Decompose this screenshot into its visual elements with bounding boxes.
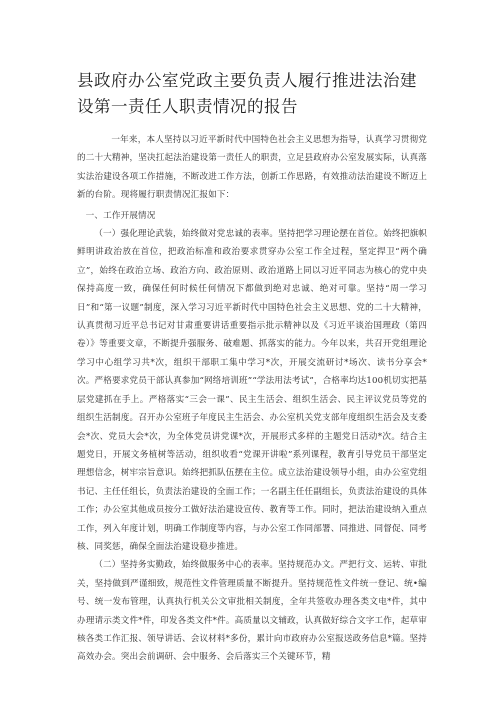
document-body — [77, 131, 427, 667]
section-heading: 一、工作开展情况 — [85, 210, 156, 221]
body-paragraph-1: （一）强化理论武装，始终做对党忠诚的表率。坚持把学习理论摆在首位。始终把旗帜鲜明讲政治放在首位，把政治标准和政治要求贯穿办公室工作全过程，坚定捍卫“两个确立”，始终在政治立场、政治方向、政治原则、政治道路上同以习近平同志为核心的党中央保持高度一致，确保任何时候任何情况下都做到绝对忠诚、绝对可靠。坚持“周一学习日”和“第一议题”制度，深入学习习近平新时代中国特色社会主义思想、党的二十大精神，认真贯彻习近平总书记对甘肃重要讲话重要指示批示精神以及《习近平谈治国理政（第四卷）》等重要文章，不断提升强服务、破难题、抓落实的能力。今年以来，共召开党组理论学习中心组学习共*次，组织干部职工集中学习*次，开展交流研讨*场次、读书分享会*次。严格要求党员干部认真参加“网络培训班”“学法用法考试”，合格率均达100机切实把基层党建抓在手上。严格落实“三会一课”、民主生活会、组织生活会、民主评议党员等党的组织生活制度。召开办公室班子年度民主生活会、办公室机关党支部年度组织生活会及支委会*次、党员大会*次，为全体党员讲党课*次，开展形式多样的主题党日活动*次。结合主题党日，开展文务植树等活动，组织收看“党课开讲啦”系列课程，教育引导党员干部坚定理想信念，树牢宗旨意识。始终把抓队伍摆在主位。成立法治建设领导小组，由办公室党组书记、主任任组长，负责法治建设的全面工作；一名副主任任副组长，负责法治建设的具体工作；办公室其他成员按分工做好法治建设宣传、教育等工作。同时，把法治建设纳入重点工作，列入年度计划，明确工作制度等内容，与办公室工作同部署、同推进、同督促、同考核、同奖惩，确保全面法治建设稳步推进。 — [77, 229, 427, 552]
body-paragraph-2: （二）坚持务实勤政，始终做服务中心的表率。坚持规范办文。严把行文、运转、审批关，坚持做到严谨细致，规范性文件管理质量不断提升。坚持规范性文件统一登记、统•编号、统一发布管理，认真执行机关公文审批相关制度，全年共签收办理各类文电*件，其中办理请示类文件*件，印发各类文件*件。高质量以文辅政，认真做好综合文字工作，起草审核各类工作汇报、领导讲话、会议材料*多份，累计向市政府办公室报送政务信息*篇。坚持高效办会。突出会前调研、会中服务、会后落实三个关键环节，精 — [77, 560, 427, 663]
intro-paragraph: 一年来，本人坚持以习近平新时代中国特色社会主义思想为指导，认真学习贯彻党的二十大精神，坚决扛起法治建设第一责任人的职责，立足县政府办公室发展实际，认真落实法治建设各项工作措施，不断改进工作方法，创新工作思路，有效推动法治建设不断迈上新的台阶。现将履行职责情况汇报如下： — [77, 135, 427, 201]
document-title: 县政府办公室党政主要负责人履行推进法治建设第一责任人职责情况的报告 — [77, 71, 417, 116]
